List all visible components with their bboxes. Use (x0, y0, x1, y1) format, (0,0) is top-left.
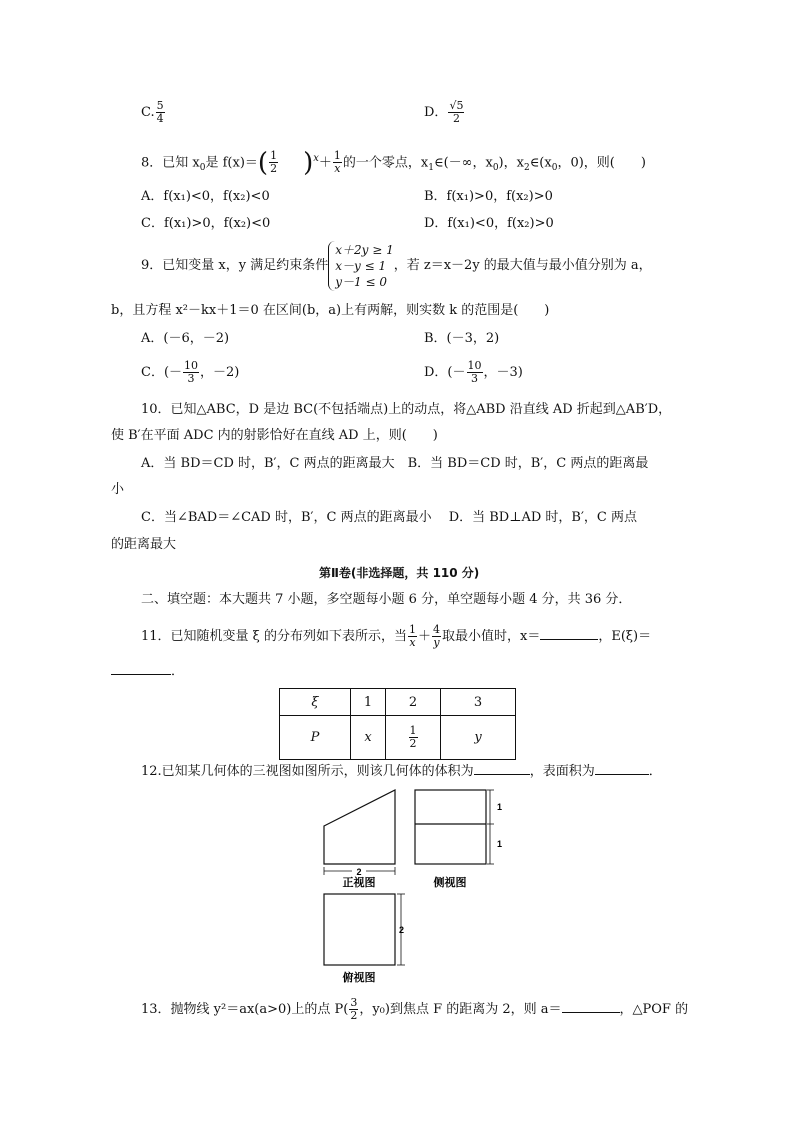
q9-option-d: D．(－ $\frac{10}{3}$ ，－3) (424, 359, 523, 385)
answer-blank (595, 774, 649, 775)
dimension-label: 2 (356, 867, 362, 877)
distribution-table (279, 688, 516, 760)
q13-stem: 13．抛物线 y²＝ax(a>0)上的点 P( $\frac{3}{2}$ ，y₀)到焦点 F 的距离为 2，则 a＝ ，△POF 的 (141, 996, 689, 1022)
table-cell: 1 (351, 689, 386, 716)
answer-blank (111, 674, 171, 675)
table-cell: x (351, 716, 386, 760)
dimension-label: 2 (399, 925, 405, 935)
front-view (324, 790, 395, 877)
q9-option-c: C．(－ $\frac{10}{3}$ ，－2) (141, 359, 240, 385)
q9-stem-line2: b，且方程 x²－kx＋1＝0 在区间(b，a)上有两解，则实数 k 的范围是( ) (111, 303, 550, 318)
table-cell: $\frac{1}{2}$ (386, 716, 441, 760)
option-label: D． (424, 105, 448, 120)
q10-stem-line2: 使 B′在平面 ADC 内的射影恰好在直线 AD 上，则( ) (111, 428, 438, 443)
q10-options-cd: C．当∠BAD＝∠CAD 时，B′，C 两点的距离最小 D．当 BD⊥AD 时，B′，C 两点 (141, 510, 637, 525)
q11-stem: 11．已知随机变量 ξ 的分布列如下表所示，当 $\frac{1}{x}$ ＋ $\frac{4}{y}$ 取最小值时，x＝ ，E(ξ)＝ (141, 623, 652, 649)
q10-stem: 10．已知△ABC，D 是边 BC(不包括端点)上的动点，将△ABD 沿直线 AD 折起到△AB′D， (141, 402, 672, 417)
q7-option-d (424, 100, 465, 125)
fraction: $\frac{√5}{2}$ (449, 99, 464, 125)
answer-blank (562, 1012, 620, 1013)
dimension-label: 1 (497, 802, 503, 812)
front-view-label: 正视图 (342, 876, 376, 889)
side-view (415, 790, 502, 864)
side-view-label: 侧视图 (433, 876, 467, 889)
table-cell: ξ (280, 689, 351, 716)
constraint-system: x＋2y ≥ 1 x－y ≤ 1 y－1 ≤ 0 (335, 242, 394, 289)
q8-option-a: A．f(x₁)<0，f(x₂)<0 (141, 189, 270, 204)
table-row (280, 716, 516, 760)
three-view-figure (300, 782, 520, 992)
answer-blank (540, 639, 598, 640)
table-cell: y (441, 716, 516, 760)
dimension-label: 1 (497, 839, 503, 849)
q12-stem: 12.已知某几何体的三视图如图所示，则该几何体的体积为 ，表面积为 ． (141, 764, 662, 779)
fraction: $\frac{5}{4}$ (156, 99, 164, 125)
q10-options-cd-cont: 的距离最大 (111, 537, 177, 552)
q8-option-d: D．f(x₁)<0，f(x₂)>0 (424, 216, 554, 231)
q8-stem: 8．已知 $x_0$是 f(x)＝( $\frac{1}{2}$ )$^x$＋ $\frac{1}{x}$ 的一个零点，$x_1\in(-\infty$，$x_0$)，$x_2\in(x_0$，0)，则( ) (141, 147, 646, 178)
q9-stem: 9．已知变量 x，y 满足约束条件 x＋2y ≥ 1 x－y ≤ 1 y－1 ≤ 0 ，若 z＝x－2y 的最大值与最小值分别为 a， (141, 242, 652, 289)
q11-stem-end: ． (111, 663, 184, 681)
top-view (324, 894, 405, 965)
q9-option-a: A．(－6，－2) (141, 331, 230, 346)
table-row (280, 689, 516, 716)
answer-blank (474, 774, 530, 775)
q10-options-ab: A．当 BD＝CD 时，B′，C 两点的距离最大 B．当 BD＝CD 时，B′，C 两点的距离最 (141, 456, 649, 471)
table-cell: P (280, 716, 351, 760)
top-view-label: 俯视图 (342, 971, 376, 984)
q8-option-b: B．f(x₁)>0，f(x₂)>0 (424, 189, 553, 204)
part2-title: 第Ⅱ卷(非选择题，共 110 分) (319, 566, 480, 580)
table-cell: 2 (386, 689, 441, 716)
q10-options-ab-cont: 小 (111, 482, 125, 497)
table-cell: 3 (441, 689, 516, 716)
option-label: C. (141, 105, 155, 120)
section-heading: 二、填空题：本大题共 7 小题，多空题每小题 6 分，单空题每小题 4 分，共 36 分． (141, 592, 632, 607)
q9-option-b: B．(－3，2) (424, 331, 500, 346)
q7-option-c (141, 100, 166, 125)
q8-option-c: C．f(x₁)>0，f(x₂)<0 (141, 216, 271, 231)
